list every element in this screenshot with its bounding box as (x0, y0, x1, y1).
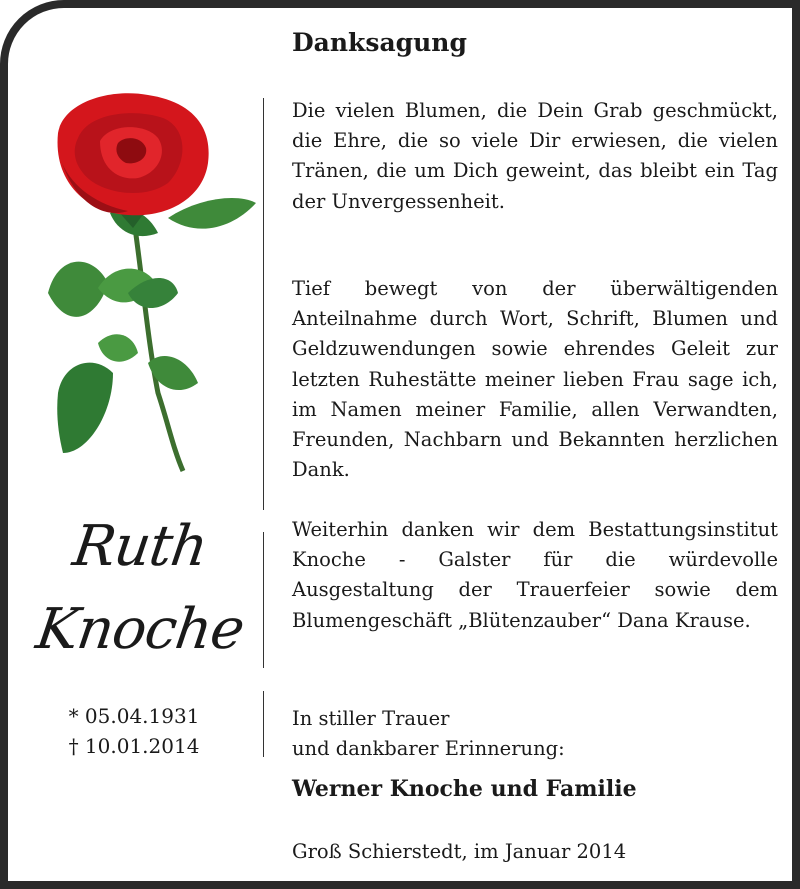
place-and-date: Groß Schierstedt, im Januar 2014 (292, 840, 627, 863)
thanks-paragraph-3: Weiterhin danken wir dem Bestattungsinstitut Knoche - Galster für die würdevolle Ausgestaltung der Trauerfeier sowie dem Blumengeschäft „Blütenzauber“ Dana Krause. (292, 518, 778, 632)
closing-line-2: und dankbarer Erinnerung: (292, 737, 565, 761)
death-date: † 10.01.2014 (68, 734, 200, 758)
column-divider (263, 691, 264, 757)
deceased-first-name: Ruth (69, 514, 211, 579)
deceased-last-name: Knoche (32, 597, 248, 662)
red-rose-icon (38, 93, 263, 473)
signer-name: Werner Knoche und Familie (292, 776, 637, 802)
closing-line-1: In stiller Trauer (292, 707, 450, 730)
thanks-paragraph-2: Tief bewegt von der überwältigenden Anteilnahme durch Wort, Schrift, Blumen und Geldzuwendungen sowie ehrendes Geleit zur letzten Ruhestätte meiner lieben Frau sage ich, im Namen meiner Familie, allen Verwandten, Freunden, Nachbarn und Bekannten herzlichen Dank. (292, 277, 778, 482)
notice-title: Danksagung (292, 28, 467, 57)
thanks-paragraph-1: Die vielen Blumen, die Dein Grab geschmückt, die Ehre, die so viele Dir erwiesen, die vielen Tränen, die um Dich geweint, das bleibt ein Tag der Unvergessenheit. (292, 99, 778, 213)
column-divider (263, 532, 264, 668)
birth-date: * 05.04.1931 (68, 704, 200, 728)
closing-text (292, 704, 778, 764)
column-divider (263, 98, 264, 510)
